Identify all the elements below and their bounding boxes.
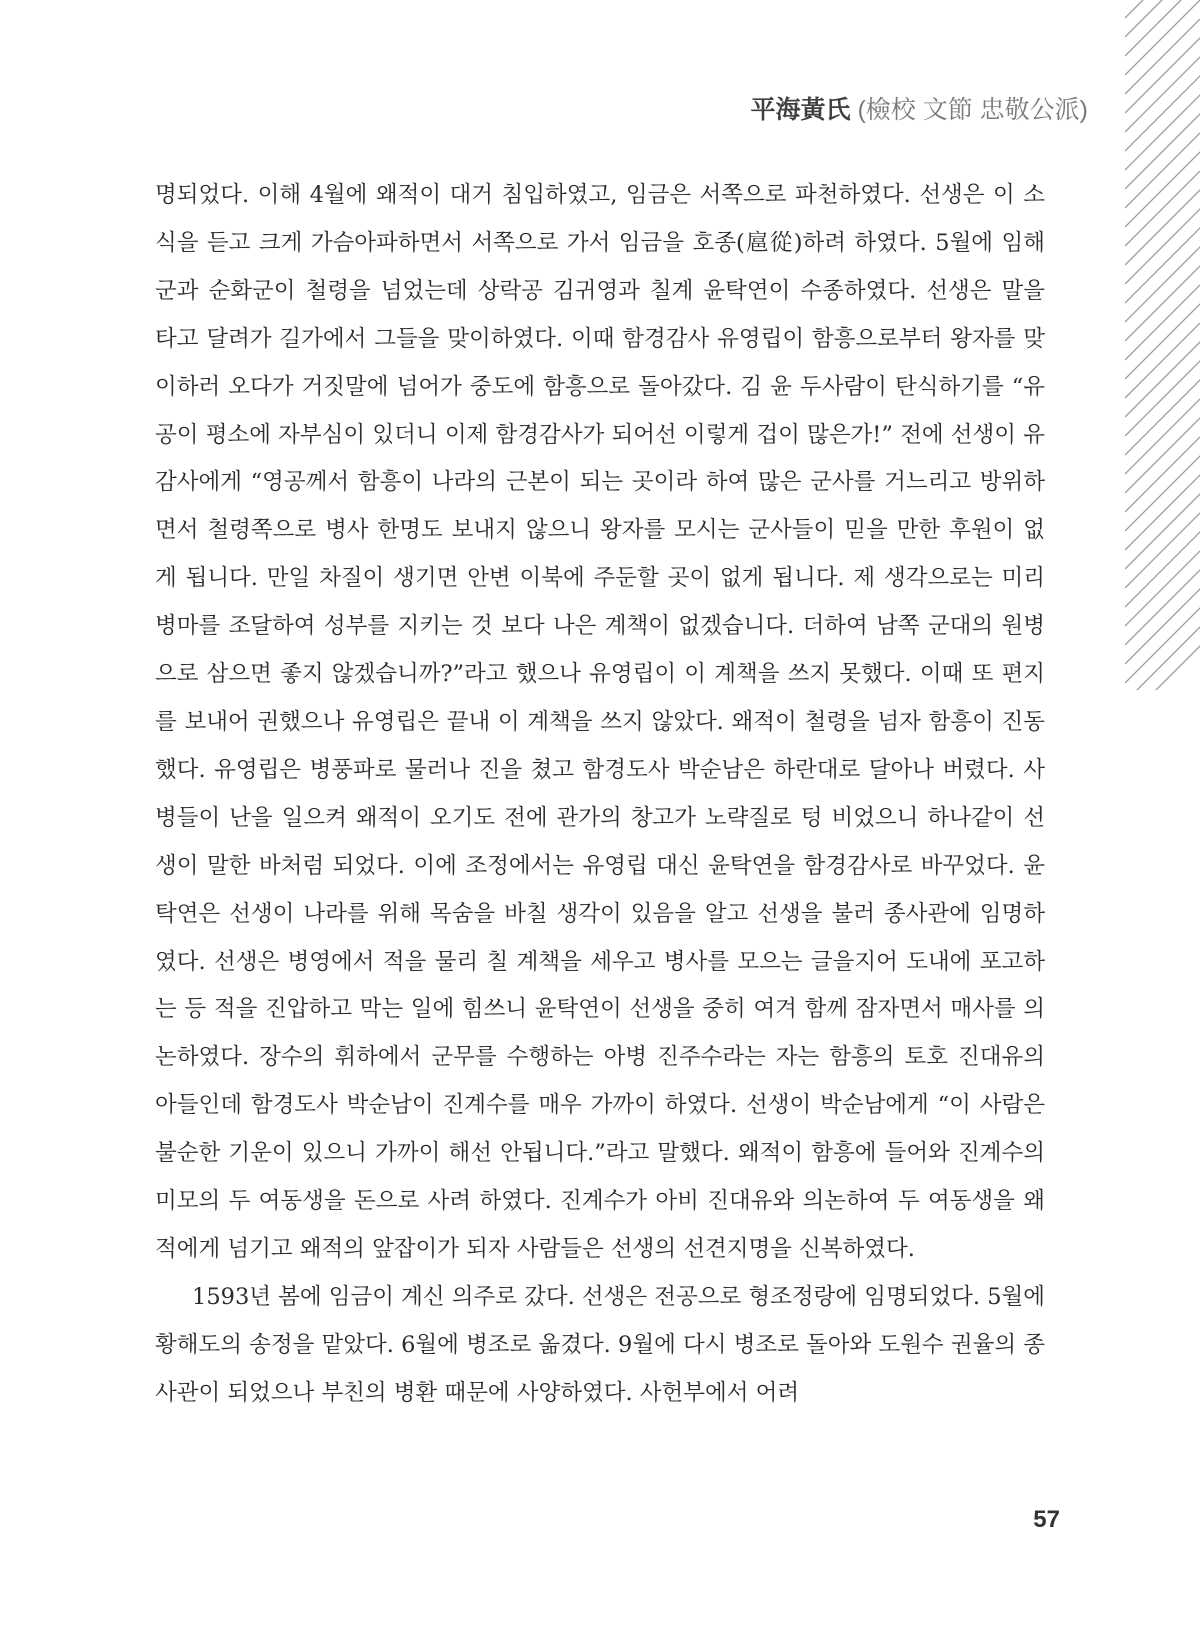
- header-subtitle: (檢校 文節 忠敬公派): [857, 96, 1088, 124]
- body-text: [155, 172, 1045, 1418]
- paragraph: 명되었다. 이해 4월에 왜적이 대거 침입하였고, 임금은 서쪽으로 파천하였다. 선생은 이 소식을 듣고 크게 가슴아파하면서 서쪽으로 가서 임금을 호종(扈從)하려 하였다. 5월에 임해군과 순화군이 철령을 넘었는데 상락공 김귀영과 칠계 윤탁연이 수종하였다. 선생은 말을 타고 달려가 길가에서 그들을 맞이하였다. 이때 함경감사 유영립이 함흥으로부터 왕자를 맞이하러 오다가 거짓말에 넘어가 중도에 함흥으로 돌아갔다. 김 윤 두사람이 탄식하기를 “유공이 평소에 자부심이 있더니 이제 함경감사가 되어선 이렇게 겁이 많은가!” 전에 선생이 유감사에게 “영공께서 함흥이 나라의 근본이 되는 곳이라 하여 많은 군사를 거느리고 방위하면서 철령쪽으로 병사 한명도 보내지 않으니 왕자를 모시는 군사들이 믿을 만한 후원이 없게 됩니다. 만일 차질이 생기면 안변 이북에 주둔할 곳이 없게 됩니다. 제 생각으로는 미리 병마를 조달하여 성부를 지키는 것 보다 나은 계책이 없겠습니다. 더하여 남쪽 군대의 원병으로 삼으면 좋지 않겠습니까?”라고 했으나 유영립이 이 계책을 쓰지 못했다. 이때 또 편지를 보내어 권했으나 유영립은 끝내 이 계책을 쓰지 않았다. 왜적이 철령을 넘자 함흥이 진동했다. 유영립은 병풍파로 물러나 진을 쳤고 함경도사 박순남은 하란대로 달아나 버렸다. 사병들이 난을 일으켜 왜적이 오기도 전에 관가의 창고가 노략질로 텅 비었으니 하나같이 선생이 말한 바처럼 되었다. 이에 조정에서는 유영립 대신 윤탁연을 함경감사로 바꾸었다. 윤탁연은 선생이 나라를 위해 목숨을 바칠 생각이 있음을 알고 선생을 불러 종사관에 임명하였다. 선생은 병영에서 적을 물리 칠 계책을 세우고 병사를 모으는 글을지어 도내에 포고하는 등 적을 진압하고 막는 일에 힘쓰니 윤탁연이 선생을 중히 여겨 함께 잠자면서 매사를 의논하였다. 장수의 휘하에서 군무를 수행하는 아병 진주수라는 자는 함흥의 토호 진대유의 아들인데 함경도사 박순남이 진계수를 매우 가까이 하였다. 선생이 박순남에게 “이 사람은 불순한 기운이 있으니 가까이 해선 안됩니다.”라고 말했다. 왜적이 함흥에 들어와 진계수의 미모의 두 여동생을 돈으로 사려 하였다. 진계수가 아비 진대유와 의논하여 두 여동생을 왜적에게 넘기고 왜적의 앞잡이가 되자 사람들은 선생의 선견지명을 신복하였다.: [155, 182, 1045, 1262]
- running-header: [750, 90, 1088, 126]
- header-title: 平海黃氏: [750, 96, 851, 124]
- page-number: 57: [1033, 1506, 1060, 1533]
- decorative-diagonal-stripes: [1125, 0, 1200, 690]
- paragraph: 1593년 봄에 임금이 계신 의주로 갔다. 선생은 전공으로 형조정랑에 임명되었다. 5월에 황해도의 송정을 맡았다. 6월에 병조로 옮겼다. 9월에 다시 병조로 돌아와 도원수 권율의 종사관이 되었으나 부친의 병환 때문에 사양하였다. 사헌부에서 어려: [155, 1283, 1045, 1406]
